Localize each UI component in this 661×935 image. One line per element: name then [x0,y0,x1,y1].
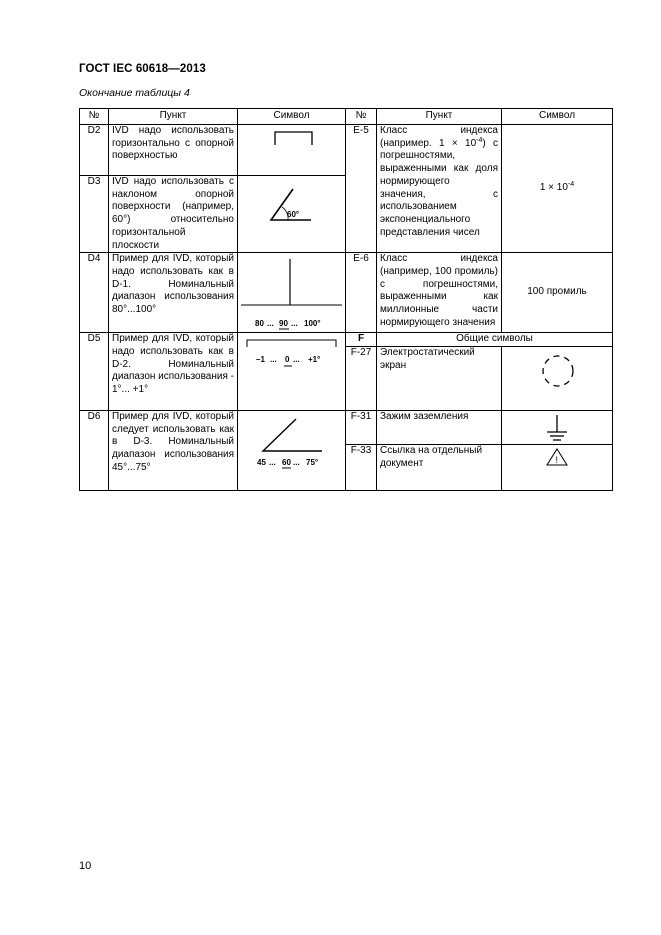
row-text: Пример для IVD, который следует использовать как в D-3. Номинальный диапазон использования 45°...75° [109,410,238,490]
row-no: E-6 [346,253,377,333]
row-no: D6 [80,410,109,490]
scale-min: 45 [257,457,266,467]
warning-triangle-icon [502,445,613,488]
row-text: IVD надо использовать горизонтально с опорной поверхностью [109,125,238,176]
row-no: D3 [80,176,109,253]
table-row [80,333,613,347]
symbol-cell: 100 промиль [502,253,613,333]
table-caption: Окончание таблицы 4 [79,87,190,99]
svg-text:...: ... [267,319,274,329]
row-no: E-5 [346,125,377,253]
section-title: Общие символы [377,333,613,347]
svg-text:...: ... [270,355,277,365]
symbol-cell [238,253,346,333]
header-no-right: № [346,109,377,125]
header-item-left: Пункт [109,109,238,125]
row-no: D4 [80,253,109,333]
row-no: F-31 [346,410,377,444]
scale-max: 100° [304,319,321,329]
symbol-cell [238,410,346,490]
symbol-cell [238,125,346,176]
angle-label: 60° [287,210,300,219]
row-no: D5 [80,333,109,411]
symbol-cell [502,346,613,410]
scale-mid: 60 [282,457,291,467]
svg-text:...: ... [293,457,300,467]
row-text: Класс индекса (например, 100 промиль) с погрешностями, выраженными как миллионные части нормирующего значения [377,253,502,333]
row-text: IVD надо использовать с наклоном опорной поверхности (например, 60°) относительно горизонтальной плоскости [109,176,238,253]
scale-max: +1° [308,355,321,365]
angle-60-icon [238,176,346,252]
table-header-row [80,109,613,125]
row-text: Класс индекса (например. $1 \times 10^{-4}$) с погрешностями, выраженными как доля нормирующего значения, с использованием экспоненциального представления чисел [377,125,502,253]
vertical-scale-icon [238,253,346,332]
header-symbol-left: Символ [238,109,346,125]
header-symbol-right: Символ [502,109,613,125]
scale-min: –1 [256,355,265,365]
standard-header: ГОСТ IEC 60618—2013 [79,63,206,75]
table-row [80,125,613,176]
row-text: Зажим заземления [377,410,502,444]
section-no: F [346,333,377,347]
row-no: F-33 [346,445,377,491]
row-text: Пример для IVD, который надо использовать как в D-1. Номинальный диапазон использования 80°...100° [109,253,238,333]
row-no: F-27 [346,346,377,410]
symbols-table [79,108,613,491]
svg-text:...: ... [269,457,276,467]
header-item-right: Пункт [377,109,502,125]
scale-mid: 0 [285,355,290,365]
table-row [80,253,613,333]
svg-text:...: ... [291,319,298,329]
dashed-circle-icon [502,347,613,410]
ground-icon [502,411,613,443]
table-row [80,410,613,444]
row-text: Электростатический экран [377,346,502,410]
scale-mid: 90 [279,319,288,329]
scale-max: 75° [306,457,319,467]
row-no: D2 [80,125,109,176]
symbol-cell [238,333,346,411]
page-number: 10 [79,860,92,872]
exponent-symbol: $1 \times 10^{-4}$ [539,181,575,194]
symbol-cell [502,125,613,253]
symbol-cell [502,445,613,491]
scale-min: 80 [255,319,264,329]
horizontal-bracket-icon [238,125,346,175]
svg-text:...: ... [293,355,300,365]
header-no-left: № [80,109,109,125]
warning-glyph: ! [555,455,559,466]
angle-scale-icon [238,411,346,490]
symbol-cell [238,176,346,253]
row-text: Пример для IVD, который надо использовать как в D-2. Номинальный диапазон использования - 1°... +1° [109,333,238,411]
symbol-cell [502,410,613,444]
row-text: Ссылка на отдельный документ [377,445,502,491]
horizontal-scale-icon [238,333,346,409]
